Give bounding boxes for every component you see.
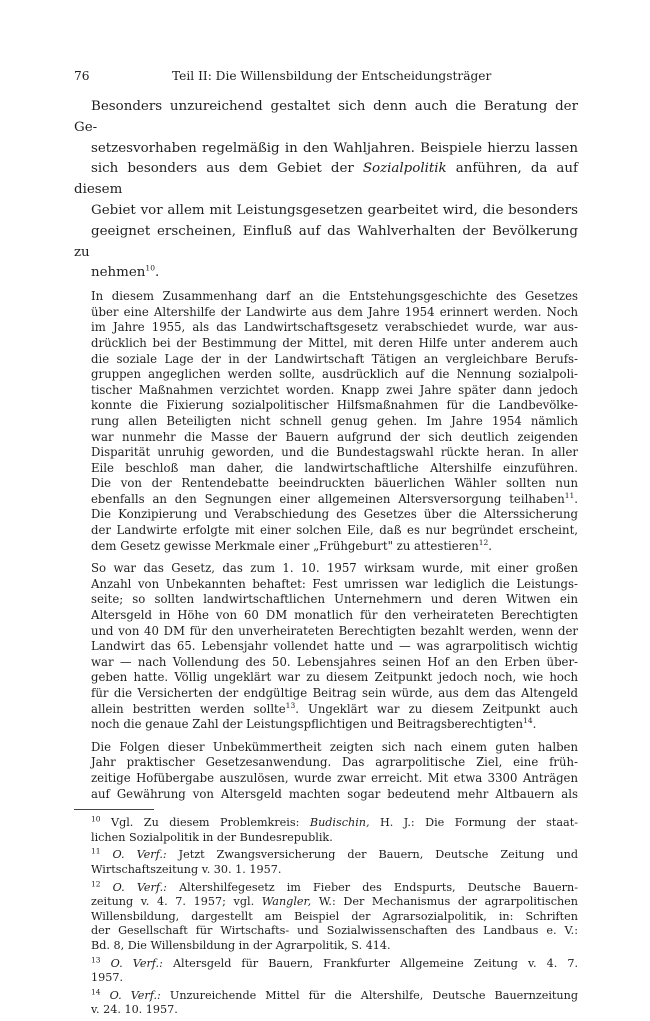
footnote-divider [74, 809, 154, 810]
emphasis-term: O. Verf.: [110, 956, 163, 970]
text-line: war nunmehr die Masse der Bauern aufgrund der sich deutlich zeigenden [91, 429, 578, 444]
text-line: Disparität unruhig geworden, und die Bundestagswahl rückte heran. In aller [91, 445, 578, 460]
text-run: nehmen [91, 265, 146, 281]
page-number: 76 [74, 69, 90, 83]
text-run [101, 957, 111, 970]
emphasis-term: O. Verf.: [109, 988, 161, 1002]
text-line: geben hatte. Völlig ungeklärt war zu diesem Zeitpunkt jedoch noch, wie hoch [91, 670, 578, 685]
text-line: Die von der Rentendebatte beeindruckten bäuerlichen Wähler sollten nun [91, 476, 578, 491]
text-line: Die Konzipierung und Verabschiedung des Gesetzes über die Alterssicherung [91, 507, 578, 522]
text-line: der Landwirte erfolgte mit einer solchen Eile, daß es nur begründet erscheint, [91, 523, 578, 538]
lead-line [74, 263, 578, 284]
text-line [74, 702, 578, 718]
emphasis-term: O. Verf.: [112, 848, 167, 862]
text-line: tischer Maßnahmen verzichtet worden. Knapp zwei Jahre später dann jedoch [91, 382, 578, 397]
footnotes [74, 816, 578, 1018]
text-line: der Gesellschaft für Wirtschafts- und Sozialwissenschaften des Landbaus e. V.: [91, 924, 578, 938]
footnote-14 [74, 986, 578, 1018]
text-line: v. 24. 10. 1957. [91, 1003, 178, 1017]
text-line: So war das Gesetz, das zum 1. 10. 1957 wirksam wurde, mit einer großen [91, 561, 578, 576]
text-line [74, 848, 578, 863]
text-run: W.: Der Mechanismus der agrarpolitischen [311, 895, 579, 909]
text-run: . Ungeklärt war zu diesem Zeitpunkt auch [295, 701, 578, 716]
text-line: Anzahl von Unbekannten behaftet: Fest umrissen war lediglich die Leistungs- [91, 576, 578, 591]
text-line: zeitige Hofübergabe auszulösen, wurde zwar erreicht. Mit etwa 3300 Anträgen [91, 770, 578, 785]
emphasis-term: Sozialpolitik [362, 161, 447, 177]
footnote-ref: 12 [91, 878, 101, 888]
text-line: Die Folgen dieser Unbekümmertheit zeigten sich nach einem guten halben [91, 739, 578, 754]
emphasis-term: O. Verf.: [112, 880, 167, 894]
lead-line: geeignet erscheinen, Einfluß auf das Wahlverhalten der Bevölkerung zu [74, 223, 578, 260]
text-line [74, 895, 578, 910]
text-run: noch die genaue Zahl der Leistungspflichtigen und Beitragsberechtigten [91, 717, 524, 732]
text-line: Eile beschloß man daher, die landwirtschaftliche Altershilfe einzuführen. [91, 460, 578, 475]
text-run: . [488, 538, 492, 553]
text-line: drücklich bei der Bestimmung der Mittel, mit deren Hilfe unter anderem auch [91, 335, 578, 350]
text-line [74, 816, 578, 831]
text-line: auf Gewährung von Altersgeld machten sogar bedeutend mehr Altbauern als [91, 786, 578, 801]
text-line: lichen Sozialpolitik in der Bundesrepublik. [91, 830, 333, 844]
text-line: Landwirt das 65. Lebensjahr vollendet hatte und — was agrarpolitisch wichtig [91, 639, 578, 654]
text-line: und von 40 DM für den unverheirateten Berechtigten bezahlt werden, wenn der [91, 623, 578, 638]
text-line: Jahr praktischer Gesetzesanwendung. Das agrarpolitische Ziel, eine früh- [91, 755, 578, 770]
footnote-ref: 11 [91, 846, 101, 856]
emphasis-term: Budischin, [309, 816, 370, 830]
text-run: H. J.: Die Formung der staat- [369, 816, 579, 830]
text-run [101, 989, 110, 1002]
text-line [74, 878, 579, 896]
footnote-13 [74, 954, 579, 986]
footnote-ref: 13 [91, 954, 101, 964]
text-line [74, 986, 578, 1004]
text-run: Jetzt Zwangsversicherung der Bauern, Deutsche Zeitung und [166, 848, 579, 862]
text-line: 1957. [91, 971, 124, 985]
page-body [74, 97, 578, 1021]
footnote-ref: 10 [145, 263, 155, 273]
text-line: Wirtschaftszeitung v. 30. 1. 1957. [91, 862, 282, 876]
text-run: . [574, 491, 578, 506]
footnote-ref: 11 [564, 491, 575, 500]
footnote-10 [74, 816, 578, 845]
text-line: Bd. 8, Die Willensbildung in der Agrarpolitik, S. 414. [91, 938, 391, 952]
text-line: die soziale Lage der in der Landwirtschaft Tätigen an vergleichbare Berufs- [91, 351, 578, 366]
text-line: rung allen Beteiligten nicht schnell genug gehen. Im Jahre 1954 nämlich [91, 413, 578, 428]
text-line: konnte die Fixierung sozialpolitischer Hilfsmaßnahmen für die Landbevölke- [91, 398, 578, 413]
text-run: Altershilfegesetz im Fieber des Endspurts, Deutsche Bauern- [166, 880, 579, 894]
body-text [74, 289, 578, 802]
text-run: allein bestritten werden sollte [91, 701, 286, 716]
text-run [101, 848, 113, 861]
text-line [74, 539, 578, 555]
text-line: im Jahre 1955, als das Landwirtschaftsgesetz verabschiedet wurde, war aus- [91, 320, 578, 335]
text-line: über eine Altershilfe der Landwirte aus dem Jahre 1954 erinnert werden. Noch [91, 304, 578, 319]
text-run: . [154, 265, 160, 281]
text-line: In diesem Zusammenhang darf an die Entstehungsgeschichte des Gesetzes [91, 289, 578, 304]
footnote-ref: 10 [91, 814, 101, 824]
text-line: Altersgeld in Höhe von 60 DM monatlich für den verheirateten Berechtigten [91, 608, 578, 623]
text-run: Unzureichende Mittel für die Altershilfe, Deutsche Bauernzeitung [160, 988, 578, 1002]
lead-paragraph [74, 97, 578, 284]
text-line: gruppen angeglichen werden sollte, ausdrücklich auf die Nennung sozialpoli- [91, 367, 578, 382]
text-line: war — nach Vollendung des 50. Lebensjahres seinen Hof an den Erben über- [91, 654, 578, 669]
footnote-ref: 13 [285, 700, 296, 710]
footnote-ref: 14 [523, 716, 533, 726]
paragraph-1 [74, 289, 578, 554]
text-run: dem Gesetz gewisse Merkmale einer „Frühgeburt" zu attestieren [91, 538, 479, 553]
lead-line [74, 159, 578, 201]
lead-line: setzesvorhaben regelmäßig in den Wahljahren. Beispiele hierzu lassen [91, 140, 578, 156]
text-line: seite; so sollten landwirtschaftlichen Unternehmern und deren Witwen ein [91, 592, 578, 607]
text-line: Willensbildung, dargestellt am Beispiel der Agrarsozialpolitik, in: Schriften [91, 909, 578, 923]
footnote-ref: 14 [91, 986, 101, 996]
text-run: Vgl. Zu diesem Problemkreis: [100, 816, 310, 830]
text-run: Altersgeld für Bauern, Frankfurter Allgemeine Zeitung v. 4. 7. [162, 956, 579, 970]
text-line [74, 717, 578, 733]
text-line [74, 954, 579, 972]
running-title: Teil II: Die Willensbildung der Entscheidungsträger [172, 69, 492, 83]
paragraph-2 [74, 561, 578, 733]
text-run: . [532, 717, 537, 732]
text-run: zeitung v. 4. 7. 1957; vgl. [91, 895, 262, 909]
text-run: sich besonders aus dem Gebiet der [91, 161, 363, 177]
paragraph-3 [74, 740, 578, 802]
footnote-11 [74, 848, 578, 877]
text-line [74, 492, 578, 508]
emphasis-term: Wangler, [261, 895, 312, 909]
text-run [101, 881, 113, 894]
footnote-ref: 12 [478, 537, 489, 547]
text-run: anführen, da auf diesem [74, 161, 578, 198]
text-run: ebenfalls an den Segnungen einer allgemeinen Altersversorgung teilhaben [91, 491, 565, 506]
lead-line: Besonders unzureichend gestaltet sich denn auch die Beratung der Ge- [74, 99, 578, 135]
text-line: für die Versicherten der endgültige Beitrag sein würde, aus dem das Altengeld [91, 686, 578, 701]
lead-line: Gebiet vor allem mit Leistungsgesetzen gearbeitet wird, die besonders [91, 202, 578, 218]
footnote-12 [74, 878, 579, 954]
